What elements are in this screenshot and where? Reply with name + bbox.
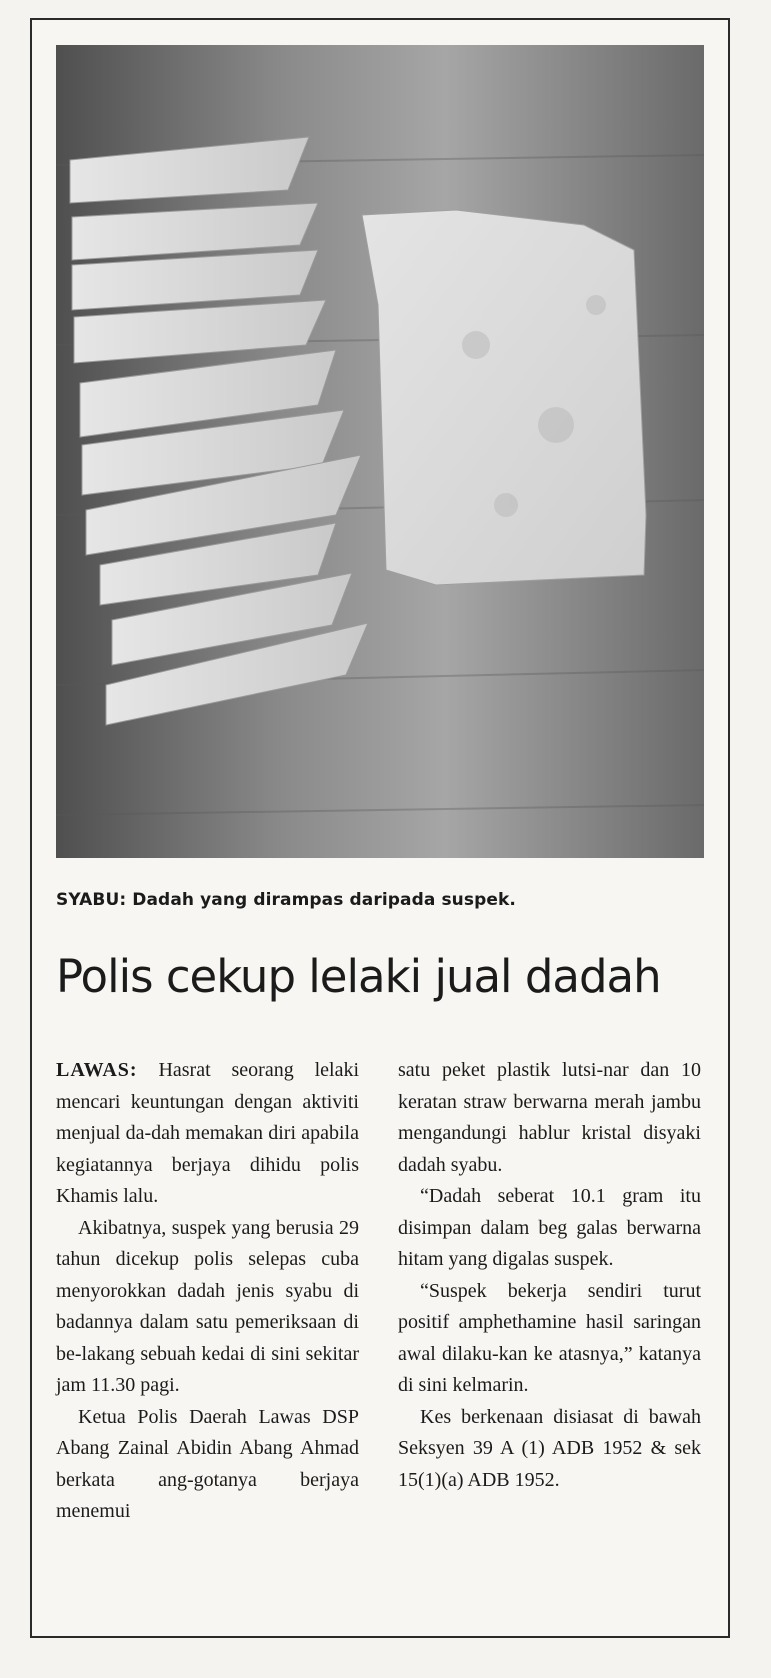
photo-illustration: [56, 45, 704, 858]
body-paragraph: Akibatnya, suspek yang berusia 29 tahun dicekup polis selepas cuba menyorokkan dadah jenis syabu di badannya dalam satu pemeriksaan di be-lakang sebuah kedai di sini sekitar jam 11.30 pagi.: [56, 1216, 359, 1396]
paragraph-text: Hasrat seorang lelaki mencari keuntungan dengan aktiviti menjual da-dah memakan diri apabila kegiatannya berjaya dihidu polis Khamis lalu.: [56, 1059, 360, 1207]
seized-drugs-photo: [56, 45, 704, 858]
body-paragraph: [56, 1055, 359, 1213]
body-paragraph: “Dadah seberat 10.1 gram itu disimpan dalam beg galas berwarna hitam yang digalas suspek.: [398, 1185, 701, 1270]
body-paragraph: Kes berkenaan disiasat di bawah Seksyen 39 A (1) ADB 1952 & sek 15(1)(a) ADB 1952.: [398, 1405, 701, 1491]
article-column-left: [56, 1055, 359, 1528]
body-paragraph: satu peket plastik lutsi-nar dan 10 keratan straw berwarna merah jambu mengandungi hablur kristal disyaki dadah syabu.: [398, 1059, 701, 1176]
headline: Polis cekup lelaki jual dadah: [56, 950, 661, 1003]
article-column-right: [398, 1055, 701, 1496]
photo-caption: SYABU: Dadah yang dirampas daripada suspek.: [56, 890, 516, 910]
dateline: LAWAS:: [56, 1059, 138, 1081]
body-paragraph: Ketua Polis Daerah Lawas DSP Abang Zainal Abidin Abang Ahmad berkata ang-gotanya berjaya menemui: [56, 1405, 359, 1522]
body-paragraph: “Suspek bekerja sendiri turut positif amphethamine hasil saringan awal dilaku-kan ke atasnya,” katanya di sini kelmarin.: [398, 1279, 701, 1396]
